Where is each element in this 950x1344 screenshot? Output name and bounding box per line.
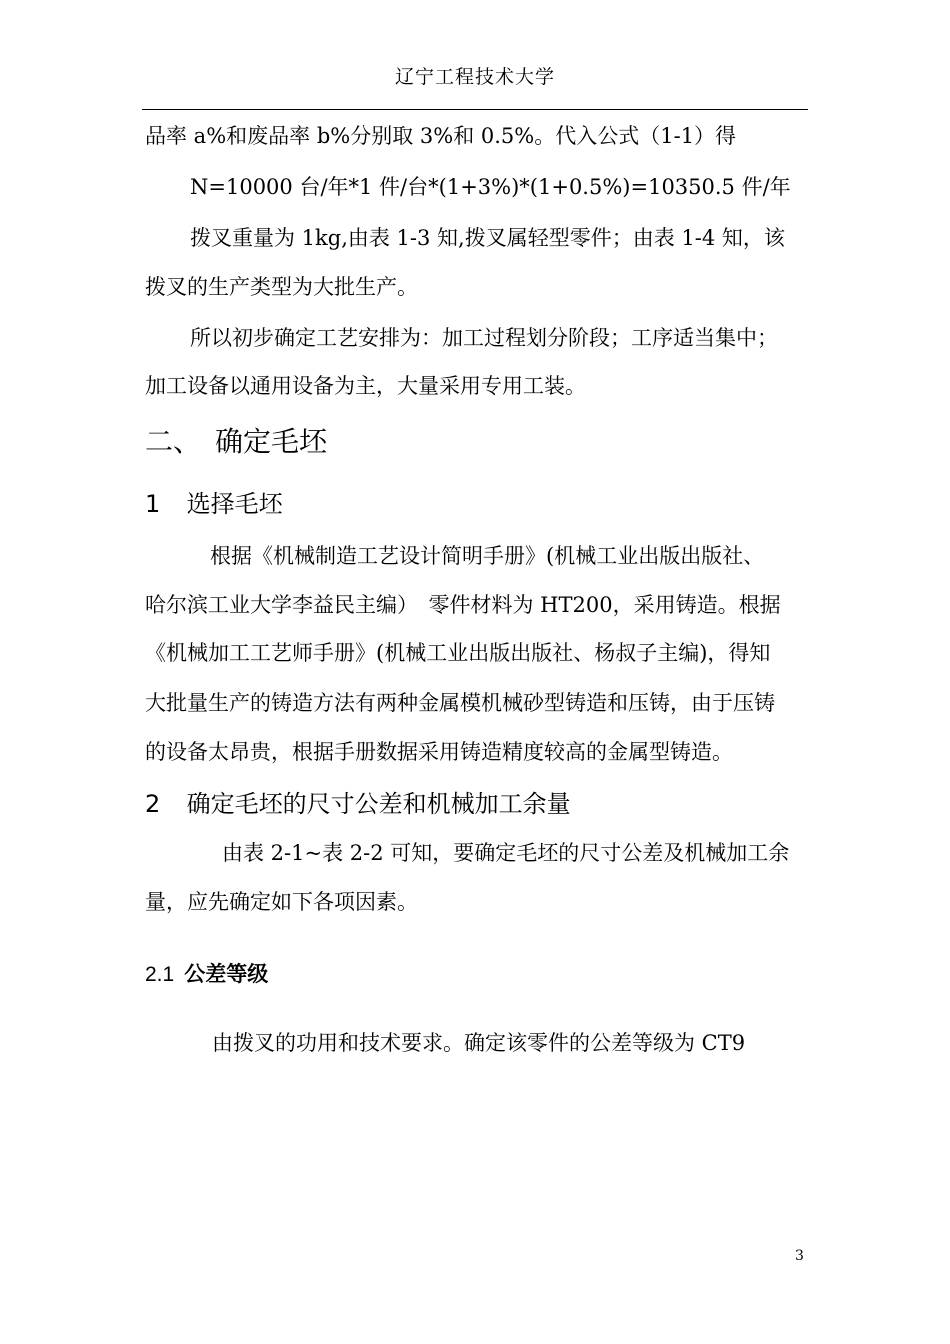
- subsection-number: 2: [145, 790, 161, 818]
- body-text-line: 由拨叉的功用和技术要求。确定该零件的公差等级为 CT9: [212, 1031, 746, 1055]
- section-heading: 二、 确定毛坯: [145, 425, 328, 458]
- body-text-line: 拨叉的生产类型为大批生产。: [145, 275, 418, 299]
- body-text-line: 加工设备以通用设备为主，大量采用专用工装。: [145, 374, 586, 398]
- body-text-line: 哈尔滨工业大学李益民主编） 零件材料为 HT200，采用铸造。根据: [145, 593, 781, 617]
- subsubsection-title: 公差等级: [184, 963, 269, 986]
- body-text-line: 所以初步确定工艺安排为：加工过程划分阶段；工序适当集中；: [190, 326, 778, 350]
- body-text-line: 量，应先确定如下各项因素。: [145, 890, 418, 914]
- subsection-title: 选择毛坯: [186, 490, 283, 518]
- body-text-line: 由表 2-1~表 2-2 可知，要确定毛坯的尺寸公差及机械加工余: [222, 841, 790, 865]
- body-text-line: 《机械加工工艺师手册》(机械工业出版出版社、杨叔子主编)，得知: [145, 641, 771, 665]
- subsection-title: 确定毛坯的尺寸公差和机械加工余量: [186, 790, 571, 818]
- page-number: 3: [795, 1248, 804, 1264]
- formula-line: N=10000 台/年*1 件/台*(1+3%)*(1+0.5%)=10350.5 件/年: [190, 175, 791, 199]
- body-text-line: 的设备太昂贵，根据手册数据采用铸造精度较高的金属型铸造。: [145, 740, 733, 764]
- subsubsection-number: 2.1: [145, 963, 175, 986]
- subsection-heading: [145, 484, 283, 519]
- subsection-number: 1: [145, 490, 161, 518]
- page-header-title: 辽宁工程技术大学: [394, 66, 555, 88]
- subsubsection-heading: [145, 958, 268, 988]
- body-text-line: 大批量生产的铸造方法有两种金属模机械砂型铸造和压铸，由于压铸: [145, 691, 775, 715]
- header-rule: [142, 109, 808, 110]
- body-text-line: 品率 a%和废品率 b%分别取 3%和 0.5%。代入公式（1-1）得: [145, 124, 737, 148]
- body-text-line: 根据《机械制造工艺设计简明手册》(机械工业出版出版社、: [210, 544, 765, 568]
- subsection-heading: [145, 784, 571, 819]
- body-text-line: 拨叉重量为 1kg,由表 1-3 知,拨叉属轻型零件；由表 1-4 知，该: [190, 226, 785, 250]
